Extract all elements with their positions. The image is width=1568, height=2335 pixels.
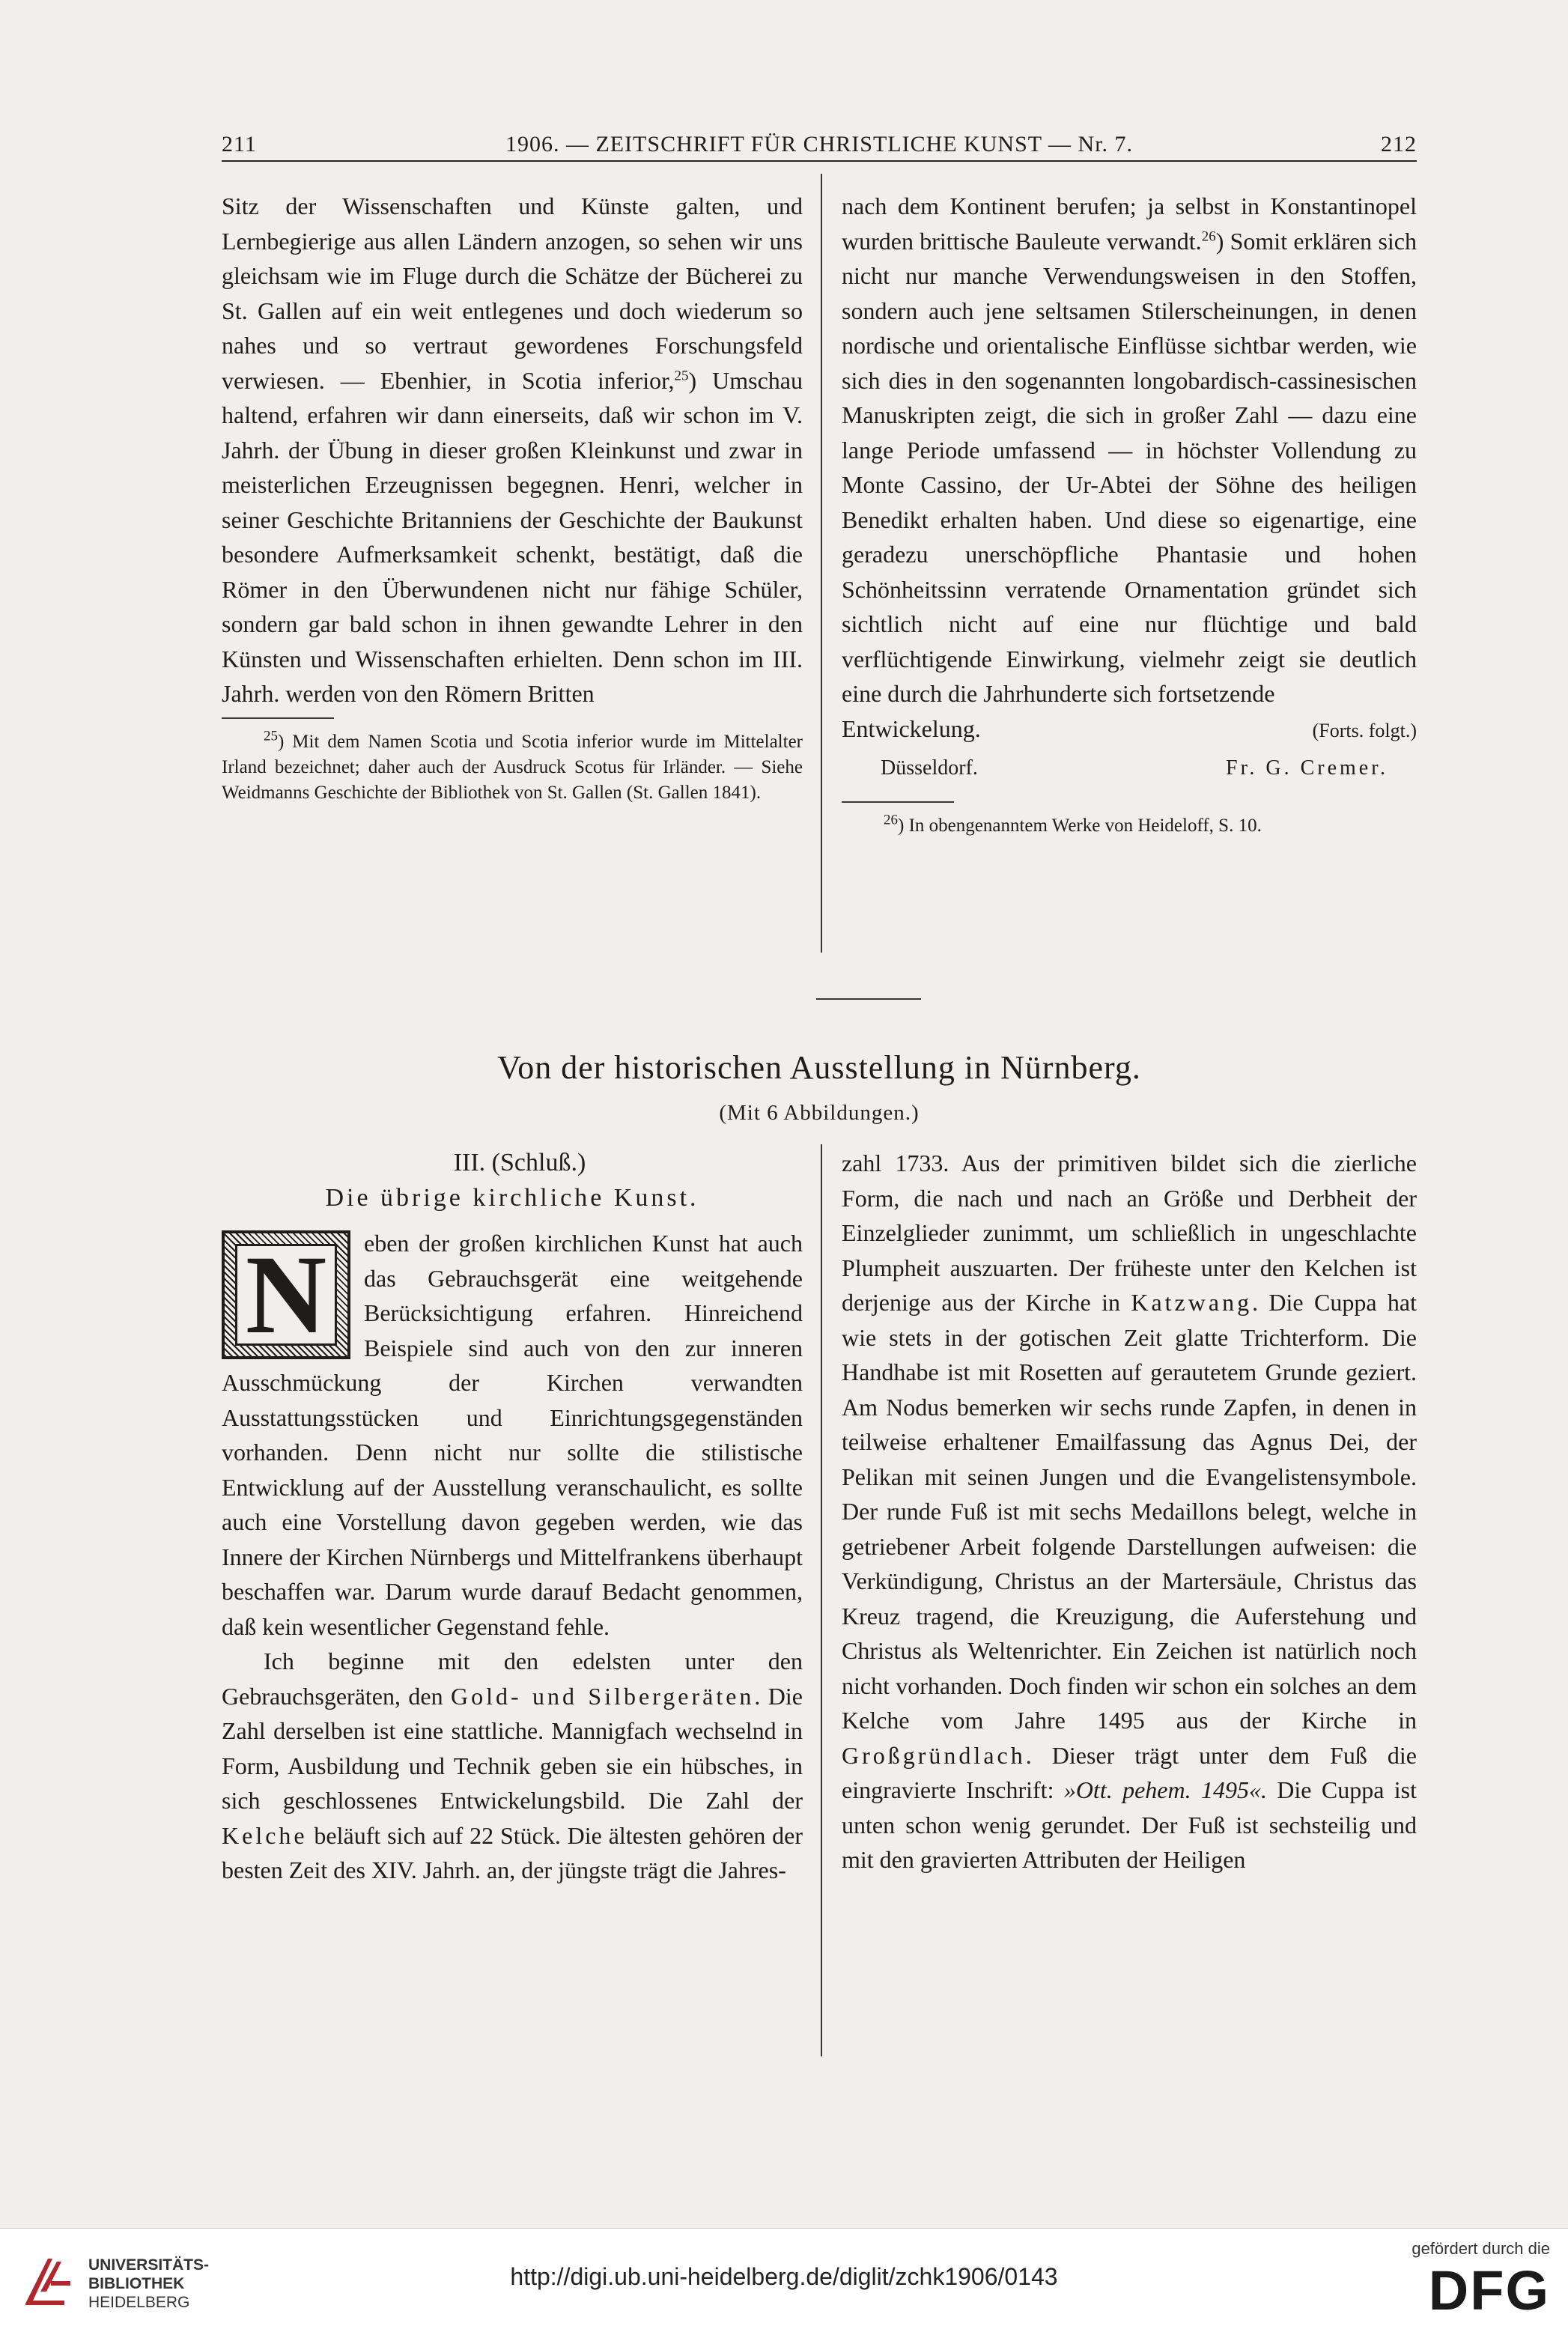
- column-divider-top: [821, 174, 822, 953]
- signature: [842, 751, 1417, 786]
- decorated-initial: N: [222, 1230, 350, 1359]
- paragraph: zahl 1733. Aus der primitiven bildet sich die zierliche Form, die nach und nach an Größe und Derbheit der Einzelglieder zunimmt, um schließlich in ungeschlachte Plumpheit auszuarten. Der früheste unter den Kelchen ist derjenige aus der Kirche in Katzwang. Die Cuppa hat wie stets in der gotischen Zeit glatte Trichterform. Die Handhabe ist mit Rosetten auf gerautetem Grunde geziert. Am Nodus bemerken wir sechs runde Zapfen, in denen in teilweise erhaltener Emailfassung das Agnus Dei, der Pelikan mit seinen Jungen und die Evangelistensymbole. Der runde Fuß ist mit sechs Medaillons belegt, welche in getriebener Arbeit folgende Darstellungen aufweisen: die Verkündigung, Christus an der Martersäule, Christus das Kreuz tragend, die Kreuzigung, die Auferstehung und Christus als Weltenrichter. Ein Zeichen ist natürlich noch nicht vorhanden. Doch finden wir schon ein solches an dem Kelche vom Jahre 1495 aus der Kirche in Großgründlach. Dieser trägt unter dem Fuß die eingravierte Inschrift: »Ott. pehem. 1495«. Die Cuppa ist unten schon wenig gerundet. Der Fuß ist sechsteilig und mit den gravierten Attributen der Heiligen: [842, 1150, 1417, 1873]
- page-number-left: 211: [222, 132, 257, 157]
- footnote-25: $^{25}$) Mit dem Namen Scotia und Scotia inferior wurde im Mittelalter Irland bezeichnet; daher auch der Ausdruck Scotus für Irländer. — Siehe Weidmanns Geschichte der Bibliothek von St. Gallen (St. Gallen 1841).: [222, 728, 803, 803]
- dfg-logo: DFG: [1428, 2259, 1550, 2322]
- bottom-left-column: [222, 1146, 803, 1888]
- paragraph: nach dem Kontinent berufen; ja selbst in Konstantinopel wurden brittische Bauleute verwandt.$^{26}$) Somit erklären sich nicht nur manche Verwendungsweisen in den Stoffen, sondern auch jene seltsamen Stilerscheinungen, in denen nordische und orientalische Einflüsse sichtbar werden, wie sich dies in den sogenannten longobardisch-cassinesischen Manuskripten zeigt, die sich in großer Zahl — dazu eine lange Periode umfassend — in höchster Vollendung zu Monte Cassino, der Ur-Abtei der Söhne des heiligen Benedikt erhalten haben. Und diese so eigenartige, eine geradezu unerschöpfliche Phantasie und hohen Schönheitssinn verratende Ornamentation gründet sich sichtlich nicht auf eine nur flüchtige und bald verflüchtigende Einwirkung, vielmehr zeigt sie deutlich eine durch die Jahrhunderte sich fortsetzende: [842, 192, 1417, 707]
- top-left-column: [222, 189, 803, 806]
- footer-bar: [0, 2228, 1568, 2335]
- place: Düsseldorf.: [881, 756, 978, 780]
- footnote-rule: [222, 717, 334, 719]
- funding-caption: gefördert durch die: [1411, 2239, 1550, 2258]
- article-subtitle: (Mit 6 Abbildungen.): [719, 1101, 920, 1125]
- section-separator: [816, 998, 921, 1000]
- paragraph: Ich beginne mit den edelsten unter den Gebrauchsgeräten, den Gold- und Silbergeräten. Die Zahl derselben ist eine stattliche. Mannigfach wechselnd in Form, Ausbildung und Technik geben sie ein hübsches, in sich geschlossenes Entwickelungsbild. Die Zahl der Kelche beläuft sich auf 22 Stück. Die ältesten gehören der besten Zeit des XIV. Jahrh. an, der jüngste trägt die Jahres-: [222, 1648, 803, 1883]
- continuation-line: Entwickelung. (Forts. folgt.): [842, 711, 1417, 749]
- paragraph: Sitz der Wissenschaften und Künste galten, und Lernbegierige aus allen Ländern anzogen, so sehen wir uns gleichsam wie im Fluge durch die Schätze der Bücherei zu St. Gallen auf ein weit entlegenes und doch wiederum so nahes und so vertraut gewordenes Forschungsfeld verwiesen. — Ebenhier, in Scotia inferior,$^{25}$) Umschau haltend, erfahren wir dann einerseits, daß wir schon im V. Jahrh. der Übung in dieser großen Kleinkunst und zwar in meisterlichen Erzeugnissen begegnen. Henri, welcher in seiner Geschichte Britanniens der Geschichte der Baukunst besondere Aufmerksamkeit schenkt, bestätigt, daß die Römer in den Überwundenen nicht nur fähige Schüler, sondern gar bald schon in ihnen gewandte Lehrer in den Künsten und Wissenschaften erhielten. Denn schon im III. Jahrh. werden von den Römern Britten: [222, 192, 803, 707]
- source-link[interactable]: http://digi.ub.uni-heidelberg.de/diglit/zchk1906/0143: [510, 2263, 1058, 2290]
- paragraph: eben der großen kirchlichen Kunst hat auch das Gebrauchsgerät eine weitgehende Berücksichtigung erfahren. Hinreichend Beispiele sind auch von den zur inneren Ausschmückung der Kirchen verwandten Ausstattungsstücken und Einrichtungsgegenständen vorhanden. Denn nicht nur sollte die stilistische Entwicklung auf der Ausstellung veranschaulicht, es sollte auch eine Vorstellung davon gegeben werden, wie das Innere der Kirchen Nürnbergs und Mittelfrankens überhaupt beschaffen war. Darum wurde darauf Bedacht genommen, daß kein wesentlicher Gegenstand fehle.: [222, 1230, 803, 1640]
- header-rule: [222, 160, 1417, 162]
- column-divider-bottom: [821, 1144, 822, 2056]
- author: Fr. G. Cremer.: [1226, 756, 1388, 780]
- journal-title: 1906. — ZEITSCHRIFT FÜR CHRISTLICHE KUNST — Nr. 7.: [505, 132, 1134, 157]
- top-right-column: [842, 189, 1417, 839]
- library-name: UNIVERSITÄTS- BIBLIOTHEK HEIDELBERG: [88, 2256, 210, 2311]
- continued-note: (Forts. folgt.): [1312, 719, 1417, 741]
- footnote-rule: [842, 801, 954, 803]
- article-title: Von der historischen Ausstellung in Nürnberg.: [497, 1049, 1141, 1086]
- bottom-right-column: [842, 1146, 1417, 1877]
- section-heading: III. (Schluß.): [453, 1149, 586, 1176]
- page-number-right: 212: [1381, 132, 1417, 157]
- section-subheading: Die übrige kirchliche Kunst.: [325, 1183, 699, 1212]
- footnote-26: $^{26}$) In obengenanntem Werke von Heideloff, S. 10.: [884, 812, 1262, 836]
